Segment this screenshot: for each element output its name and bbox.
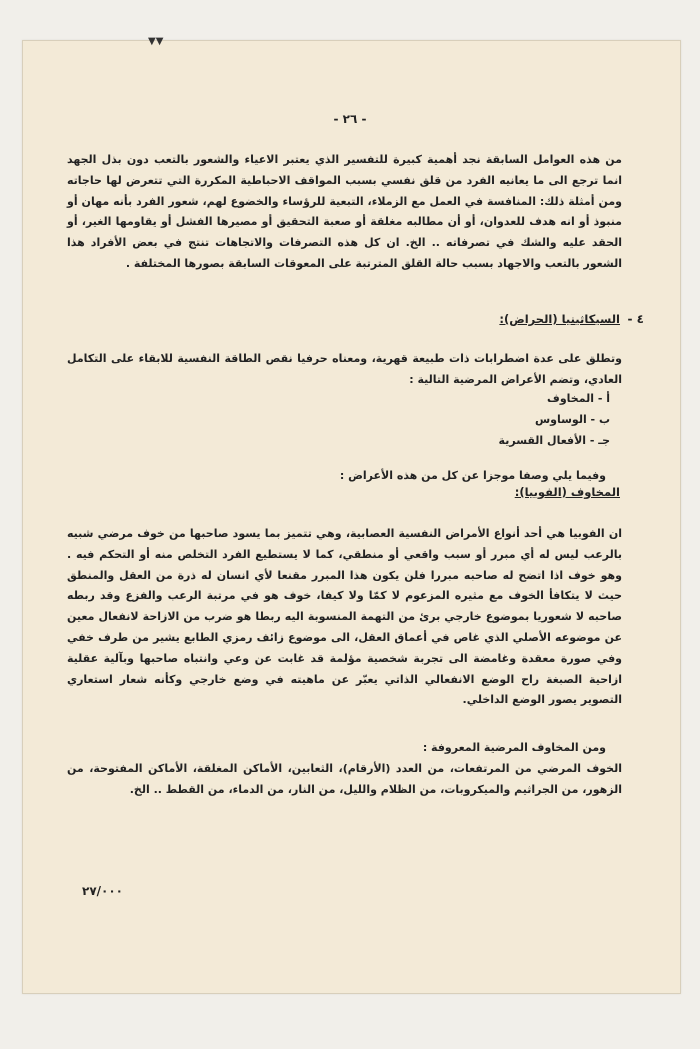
- section-title: السيكاثينيا (الحراض):: [499, 312, 620, 326]
- paragraph-known-phobias: ومن المخاوف المرضية المعروفة :: [422, 741, 606, 754]
- paragraph-phobia: ان الفوبيا هي أحد أنواع الأمراض النفسية العصابية، وهي تتميز بما يسود صاحبها من خوف مرضي شبيه بالرعب ليس له أي مبرر أو سبب واقعي أو منطقي، كما لا يستطيع الفرد التخلص منه أو التحكم فيه . وهو خوف اذا اتضح له صاحبه مبررا فلن يكون هذا المبرر مقنعا لأي انسان له ذرة من العقل والمنطق حيث لا يتكافأ الخوف مع مثيره المزعوم لا كمّا ولا كيفا، خوف هو في مرتبة الرعب والفزع وقد ربطه صاحبه لا شعوريا بموضوع خارجي برئ من التهمة المنسوبة اليه ربطا هو ضرب من الازاحة لانفعال معين عن موضوعه الأصلي الذي غاص في أعماق العقل، الى موضوع زائف رمزي الطابع يشير من طرف خفي وفي صورة معقدة وغامضة الى تجربة شخصية مؤلمة قد غابت عن وعي وانتباه صاحبها وبآلية عقلية ازاحية الصبغة راح الوضع الانفعالي الذاتي يعبّر عن ماهيته في وضع خارجي وكأنه شعار استعاري التصوير يصور الوضع الداخلي.: [67, 527, 622, 707]
- paragraph-intro-symptoms: وفيما يلي وصفا موجزا عن كل من هذه الأعراض :: [339, 469, 606, 482]
- footer-number: ٢٧/٠٠٠: [82, 884, 124, 898]
- list-item: جـ - الأفعال القسرية: [498, 434, 610, 447]
- symptom-list: [499, 388, 610, 451]
- section-number: ٤ -: [627, 312, 644, 326]
- section-heading: [499, 312, 620, 326]
- list-item: ب - الوساوس: [534, 413, 610, 426]
- paragraph-definition: وتطلق على عدة اضطرابات ذات طبيعة قهرية، ومعناه حرفيا نقص الطاقة النفسية للابقاء على التكامل العادي، وتضم الأعراض المرضية التالية :: [67, 352, 622, 386]
- paragraph-intro: من هذه العوامل السابقة نجد أهمية كبيرة للتفسير الذي يعتبر الاعياء والشعور بالتعب دون بذل الجهد انما ترجع الى ما يعانيه الفرد من قلق نفسي بسبب المواقف الاحباطية المكررة التي تتعرض لها حاجاته ومن أمثلة ذلك: المنافسة في العمل مع الزملاء، التبعية للرؤساء والخضوع لهم، شعور الفرد بأنه مهان أو منبوذ أو انه هدف للعدوان، أو أن مطالبه مغلقة أو صعبة التحقيق أو مصيرها الفشل أو يقاومها الغير، أو الحقد عليه والشك في تصرفاته .. الخ. ان كل هذه التصرفات والاتجاهات تنتج في بعض الأفراد هذا الشعور بالتعب والاجهاد بسبب حالة القلق المترتبة على المعوقات السابقة بصورها المختلفة .: [67, 153, 622, 270]
- page-number: - ٢٦ -: [333, 112, 367, 126]
- binding-mark: ▼▼: [148, 36, 164, 47]
- subheading: [515, 485, 620, 499]
- subheading-title: المخاوف (الفوبيا):: [514, 485, 620, 499]
- list-item: أ - المخاوف: [547, 392, 610, 405]
- paragraph-phobia-list: الخوف المرضي من المرتفعات، من العدد (الأرقام)، الثعابين، الأماكن المغلقة، الأماكن المفتوحة، من الزهور، من الجراثيم والميكروبات، من الظلام والليل، من النار، من الدماء، من القطط .. الخ.: [67, 762, 622, 796]
